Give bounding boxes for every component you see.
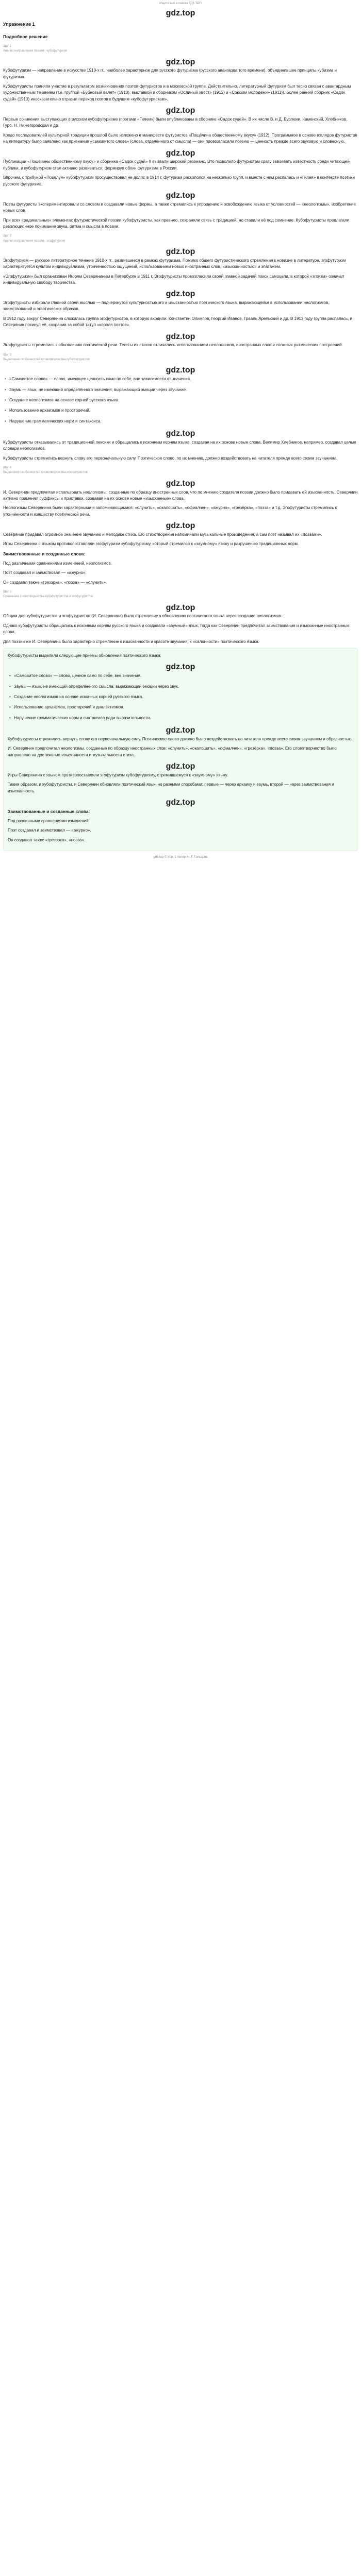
list-item: • Нарушение грамматических норм и синтаксиса. xyxy=(3,418,358,425)
step-2 xyxy=(3,234,358,349)
paragraph: Северянин придавал огромное значение звучанию и мелодике стиха. Его стихотворения напоминали музыкальные произведения, а сам поэт называл их «поэзами». xyxy=(3,532,322,537)
watermark: gdz.top xyxy=(166,290,195,299)
paragraph: Однако кубофутуристы обращались к исконным корням русского языка и создавали «заумный» язык, тогда как Северянин предпочитал заимствования и изысканные иностранные слова. xyxy=(3,623,350,635)
watermark: gdz.top xyxy=(166,57,195,66)
step-1 xyxy=(3,44,358,230)
list-item: • Создание неологизмов на основе исконных корней русского языка. xyxy=(8,694,353,700)
paragraph: Он создавал также «грезэрка», «поэза» — «олунить». xyxy=(3,580,107,585)
paragraph: Первые сочинения выступающих в русском кубофутуризме (поэтами «Гилеи») были опубликованы в сборнике «Садок судей». В их числе В. и Д. Бурлюки, Каменский, Хлебников, Гуро, Н. Нижегородская и др. xyxy=(3,117,348,128)
paragraph: Таким образом, и кубофутуристы, и Северянин обновляли поэтический язык, но разными способами: первые — через архаику и заумь, второй — через заимствования и изысканность. xyxy=(8,782,334,793)
list-item: • Заумь — язык, не имеющий определённого смысла, выражающий эмоции через звук. xyxy=(8,684,353,690)
top-link[interactable]: Ищите нас в поиске ГДЗ ТОП xyxy=(159,2,202,5)
step-3 xyxy=(3,353,358,462)
watermark: gdz.top xyxy=(166,521,195,531)
paragraph: И. Северянин предпочитал использовать неологизмы, созданные по образцу иностранных слов, что по мнению создателя поэзии должно было придавать ей изысканность. Северянин активно применял суффиксы и приставки, создавая на их основе новые «изысканные» слова. xyxy=(3,489,358,501)
step-label: Шаг 3 xyxy=(3,353,12,357)
solution-title: Подробное решение xyxy=(3,33,48,39)
paragraph: В 1912 году вокруг Северянина сложилась группа эгофутуристов, в которую входили: Константин Олимпов, Георгий Иванов, Грааль Арельский и др. В 1913 году группа распалась, и Северянин покинул её, сохранив за собой титул «короля поэтов». xyxy=(3,316,352,328)
paragraph: Неологизмы Северянина были характерными и запоминающимися: «олунить», «окалошить», «офиалчен», «ажурно», «грезёрка», «поэза» и т.д. Эгофутуристы стремились к утончённости и изяществу поэтической речи. xyxy=(3,505,337,517)
step-title: Анализ направления поэзии - кубофутуризм xyxy=(3,49,68,53)
watermark: gdz.top xyxy=(166,798,195,807)
subsection-title: Заимствованные и созданные слова: xyxy=(3,551,86,556)
watermark: gdz.top xyxy=(166,726,195,735)
paragraph: Эгофутуристы избирали главной своей мыслью — подчеркнутой культурностью эго и изысканностью поэтического языка, выражающейся в использовании неологизмов, заимствований и экзотических образов. xyxy=(3,300,330,312)
paragraph: Для поэзии же И. Северянина было характерно стремление к изысканности и красоте звучания, к «салонности» поэтического языка. xyxy=(3,639,259,644)
paragraph: Под различными сравнениями изменений. xyxy=(8,819,90,824)
step-4 xyxy=(3,466,358,586)
list-item: • Создание неологизмов на основе корней русского языка. xyxy=(3,397,358,403)
paragraph: Кредо последователей культурной традиции прошлой было изложено в манифесте футуристов «Пощёчина общественному вкусу» (1912). Программное в основе взглядов футуристов на литературу было заявлено как признание «самовитого слова» (слова, отделённого от смысла) — они провозгласили поэзию — ценность прежде всего звуковую и словесную. xyxy=(3,132,357,144)
paragraph: Кубофутуризм — направление в искусстве 1910-х гг., наиболее характерное для русского футуризма (русского авангарда того времени), объединившее принципы кубизма и футуризма. xyxy=(3,68,337,79)
watermark: gdz.top xyxy=(166,148,195,158)
paragraph: Впрочем, с трибуной «Поцелуя» кубофутуризм просуществовал не долго: в 1914 г. футуризм раскололся на несколько групп, и вместе с ним распалась и «Гилея» в контексте поэтики русского футуризма. xyxy=(3,175,355,187)
list-item: • Нарушение грамматических норм и синтаксиса ради выразительности. xyxy=(8,715,353,721)
watermark: gdz.top xyxy=(166,603,195,612)
result-box xyxy=(3,648,358,851)
subsection-title: Заимствованные и созданные слова: xyxy=(8,808,90,814)
paragraph: Кубофутуристы отказывались от традиционной лексики и обращались к исконным корням языка, создавая на их основе новые слова. Велимир Хлебников, например, создавал целые словари неологизмов. xyxy=(3,439,356,451)
step-label: Шаг 2 xyxy=(3,234,12,238)
exercise-title: Упражнение 1 xyxy=(3,21,35,27)
watermark: gdz.top xyxy=(166,332,195,341)
list-item: • Заумь — язык, не имеющий определённого значения, выражающий эмоции через звучание. xyxy=(3,387,358,393)
step-label: Шаг 5 xyxy=(3,590,12,594)
step-title: Выделение особенностей словотворчества кубофутуристов xyxy=(3,358,90,362)
paragraph: Под различными сравнениями изменений, неологизмов. xyxy=(3,561,112,566)
watermark: gdz.top xyxy=(166,366,195,375)
paragraph: Публикации «Пощёчины общественному вкусу» и сборника «Садок судей» II вызвали широкий резонанс. Это позволило футуристам сразу завоевать известность среди читающей публики, и кубофутуризм стал активно развиваться, формируя облик футуризма в России. xyxy=(3,159,350,171)
paragraph: Игры Северянина с языком противопоставляли эгофутуризм кубофутуризму, стремившемуся к «заумному» языку. xyxy=(8,772,228,777)
paragraph: Кубофутуристы стремились вернуть слову его первоначальную силу. Поэтическое слово, по их мнению, должно воздействовать на читателя прежде всего своим звучанием. xyxy=(3,455,337,461)
paragraph: Поэт создавал и заимствовал — «ажурно». xyxy=(8,828,91,833)
paragraph: Поэты футуристы экспериментировали со словом и создавали новые формы, а также стремились к упрощению и освобождению языка от условностей — «неологизмы», изобретение новых слов. xyxy=(3,201,356,213)
step-5 xyxy=(3,590,358,645)
paragraph: И. Северянин предпочитал неологизмы, созданные по образцу иностранных слов: «олунить», «окалошить», «офиалчен», «грезёрка», «поэза». Его словотворчество было направлено на достижение изысканности и музыкальности стиха. xyxy=(8,746,337,757)
watermark: gdz.top xyxy=(166,191,195,200)
list-item: • «Самовитое слово» — слово, ценное само по себе, вне значения. xyxy=(8,673,353,679)
list-item: • Использование архаизмов, просторечий и диалектизмов. xyxy=(8,704,353,710)
page-content xyxy=(3,8,358,860)
paragraph: Игры Северянина с языком противопоставляли эгофутуризм кубофутуризму, который стремился к «заумному» языку и разрушению традиционных норм. xyxy=(3,541,299,547)
paragraph: Он создавал также «грезэрка», «поэза». xyxy=(8,837,86,842)
step-label: Шаг 4 xyxy=(3,466,12,470)
list-item: • Использование архаизмов и просторечий. xyxy=(3,408,358,414)
watermark: gdz.top xyxy=(166,429,195,438)
watermark: gdz.top xyxy=(166,762,195,771)
result-intro: Кубофутуристы выделили следующие приёмы обновления поэтического языка: xyxy=(8,653,161,658)
paragraph: Общим для кубофутуристов и эгофутуристов (И. Северянина) было стремление к обновлению поэтического языка через создание неологизмов. xyxy=(3,614,283,619)
watermark: gdz.top xyxy=(166,9,195,18)
watermark: gdz.top xyxy=(166,247,195,256)
step-title: Сравнение словотворчества кубофутуристов и эгофутуристов xyxy=(3,595,93,599)
watermark: gdz.top xyxy=(166,479,195,488)
paragraph: «Эгофутуризм» был организован Игорем Северяниным в Петербурге в 1911 г. Эгофутуристы провозгласили своей главной задачей поиск самоцели, в которой «эгоизм» означал индивидуальную свободу творчества. xyxy=(3,274,344,285)
paragraph: Поэт создавал и заимствовал — «ажурно». xyxy=(3,570,87,575)
step-title: Выделение особенностей словотворчества эгофутуристов xyxy=(3,471,88,474)
step-title: Анализ направления поэзии - эгофутуризм xyxy=(3,239,65,243)
watermark: gdz.top xyxy=(166,663,195,672)
paragraph: Эгофутуризм — русское литературное течение 1910-х гг., развившееся в рамках футуризма. Помимо общего футуристического стремления к новизне в литературе, эгофутуризм характеризуется культом индивидуализма, утончённостью ощущений, использованием новых иностранных слов, «изысканностью» и эпатажем. xyxy=(3,258,346,269)
watermark: gdz.top xyxy=(166,106,195,115)
paragraph: Кубофутуристы стремились вернуть слову его первоначальную силу. Поэтическое слово должно было воздействовать на читателя прежде всего своим звучанием и образностью. xyxy=(8,736,353,741)
paragraph: При всех «радикальных» элементах футуристической поэзии кубофутуристы, как правило, сохраняли связь с традицией, но ставили её под сомнение. Кубофутуристы предлагали революционное понимание звука, ритма и смысла в поэзии. xyxy=(3,217,350,229)
paragraph: Эгофутуристы стремились к обновлению поэтической речи. Тексты их стихов отличались использованием неологизмов, иностранных слов и сложных ритмических построений. xyxy=(3,343,343,348)
footer-text: gdz.top © Упр. 1 Автор: Н. Г. Гольцова xyxy=(153,856,208,859)
feature-list xyxy=(3,376,358,425)
list-item: • «Самовитое слово» — слово, имеющее ценность само по себе, вне зависимости от значения. xyxy=(3,376,358,382)
result-list xyxy=(8,673,353,721)
paragraph: Кубофутуристы приняли участие в результатом возникновения поэтов-футуристов и в московской группе. Действительно, литературный футуризм был тесно связан с авангардным художественным течением (т.е. группой «Бубновый валет» (1910), выставкой и сборником «Ослиный хвост» (1912) и «Союзом молодежи» (1911)). Более ранний сборник «Садок судей» (1910) иносказательно отразил переход поэтов к будущим «кубофутуристам». xyxy=(3,84,351,101)
step-label: Шаг 1 xyxy=(3,44,12,48)
